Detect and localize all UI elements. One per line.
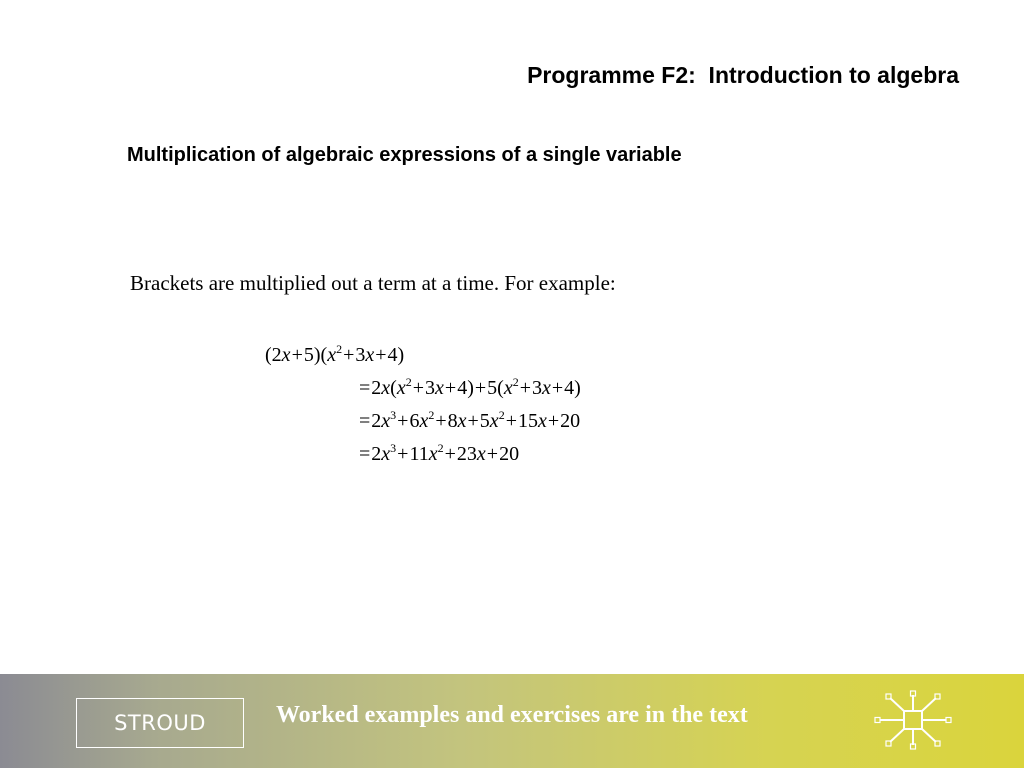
equation-line-3: $=2x^3+6x^2+8x+5x^2+15x+20$	[359, 408, 581, 432]
equation-line-1: $(2x+5)(x^2+3x+4)$	[265, 342, 405, 366]
intro-text: Brackets are multiplied out a term at a time. For example:	[130, 271, 616, 295]
section-heading: Multiplication of algebraic expressions of a single variable	[127, 144, 682, 166]
page-title: Programme F2: Introduction to algebra	[527, 62, 959, 88]
footer-note: Worked examples and exercises are in the text	[276, 702, 748, 728]
stroud-logo	[76, 698, 244, 748]
circuit-icon	[874, 690, 952, 750]
equation-line-4: $=2x^3+11x^2+23x+20$	[359, 441, 520, 465]
footer-bar	[0, 674, 1024, 768]
equation-line-2: $=2x(x^2+3x+4)+5(x^2+3x+4)$	[359, 375, 581, 399]
logo-text: STROUD	[114, 711, 206, 735]
